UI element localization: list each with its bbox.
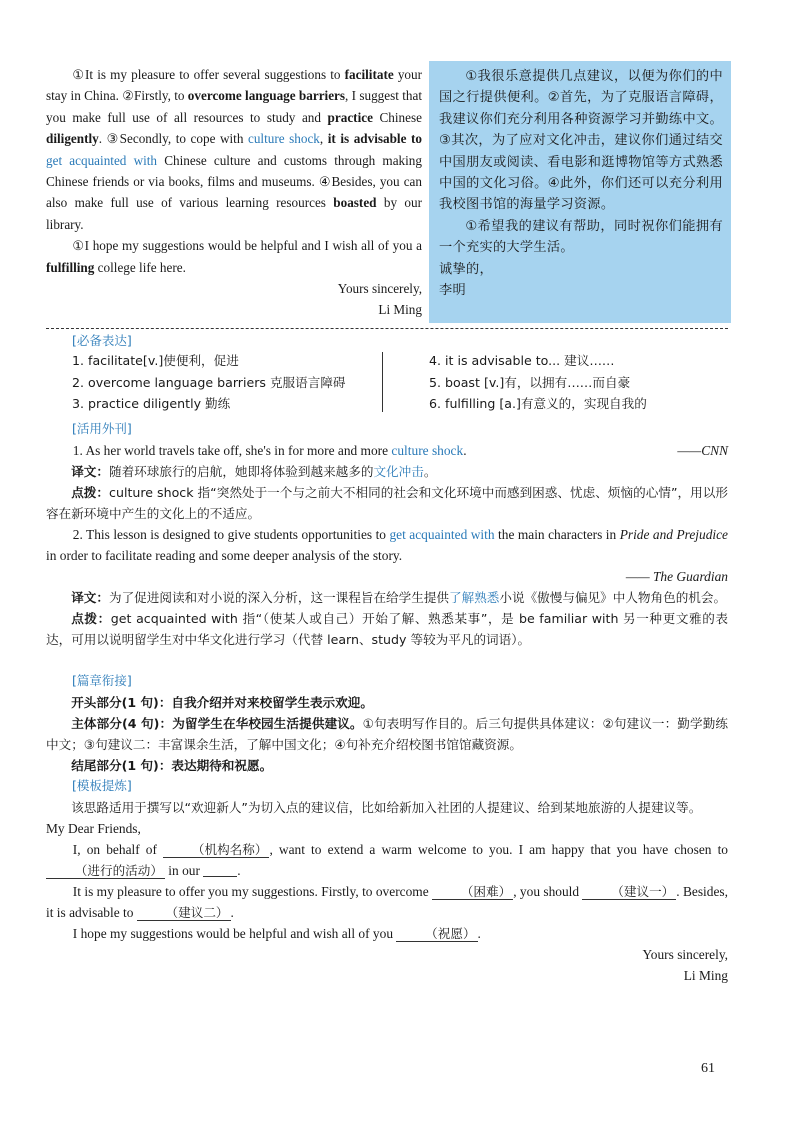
blank-activity: （进行的活动） [46, 863, 165, 879]
expressions-left [72, 350, 346, 415]
section-divider [46, 328, 728, 329]
example-1-note: 点拨：culture shock 指“突然处于一个与之前大不相同的社会和文化环境中而感到困惑、忧虑、烦恼的心情”，用以形容在新环境中产生的文化上的不适应。 [46, 485, 728, 521]
expression-item: 6. fulfilling [a.]有意义的，实现自我的 [429, 396, 647, 411]
blank-suggestion-2: （建议二） [137, 905, 231, 921]
expressions-right [429, 350, 647, 415]
letter-cn-closing: 诚挚的， [439, 261, 493, 277]
template-paragraph-3: I hope my suggestions would be helpful and wish all of you （祝愿） . [72, 926, 481, 941]
heading-usage: [活用外刊] [72, 421, 132, 436]
page-number: 61 [701, 1061, 715, 1076]
structure-opening: 开头部分(1 句)：自我介绍并对来校留学生表示欢迎。 [71, 695, 373, 710]
template-name: Li Ming [683, 968, 728, 983]
blank-difficulty: （困难） [432, 884, 513, 900]
letter-en-paragraph-2: ①I hope my suggestions would be helpful and I wish all of you a fulfilling college life here. [46, 238, 422, 275]
letter-cn-name: 李明 [439, 283, 466, 299]
structure-ending: 结尾部分(1 句)：表达期待和祝愿。 [71, 758, 273, 773]
structure-body: 主体部分(4 句)：为留学生在华校园生活提供建议。①句表明写作目的。后三句提供具体建议：②句建议一：勤学勤练中文；③句建议二：丰富课余生活，了解中国文化；④句补充介绍校图书馆馆藏资源。 [46, 716, 728, 752]
expression-item: 4. it is advisable to... 建议…… [429, 353, 615, 368]
expression-item: 5. boast [v.]有，以拥有……而自豪 [429, 374, 631, 390]
structure-outline [46, 692, 728, 776]
heading-template: [模板提炼] [72, 778, 132, 793]
example-1-source: ——CNN [677, 443, 728, 458]
letter-cn-paragraph-1: ①我很乐意提供几点建议，以便为你们的中国之行提供便利。②首先，为了克服语言障碍，我建议你们充分利用各种资源学习并勤练中文。③其次，为了应对文化冲击，建议你们通过结交中国朋友或阅读、看电影和逛博物馆等方式熟悉中国的文化习俗。④此外，你们还可以充分利用我校图书馆的海量学习资源。 [439, 69, 723, 213]
column-divider [382, 352, 383, 412]
letter-en-name: Li Ming [378, 302, 422, 318]
expression-item: 1. facilitate[v.]使便利，促进 [72, 353, 239, 368]
highlight-get-acquainted: get acquainted with [46, 152, 158, 168]
template-intro: 该思路适用于撰写以“欢迎新人”为切入点的建议信，比如给新加入社团的人提建议、给到某地旅游的人提建议等。 [71, 800, 702, 815]
expression-item: 3. practice diligently 勤练 [72, 396, 231, 411]
template-letter [46, 797, 728, 986]
letter-en-paragraph-1: ①It is my pleasure to offer several suggestions to facilitate your stay in China. ②Firstly, to overcome language barriers, I suggest that you make full use of all resources to study and practice Chinese diligently. ③Secondly, to cope with culture shock, it is advisable to get acquainted with Chinese culture and customs through making Chinese friends or via books, films and museums. ④Besides, you can also make full use of various learning resources boasted by our library. [46, 67, 422, 232]
highlight-culture-shock: culture shock [247, 131, 320, 147]
letter-cn-paragraph-2: ①希望我的建议有帮助，同时祝你们能拥有一个充实的大学生活。 [439, 218, 723, 256]
expressions-list [72, 350, 728, 416]
blank-wishes: （祝愿） [396, 926, 477, 942]
template-closing: Yours sincerely, [642, 947, 728, 962]
example-1-sentence: 1. As her world travels take off, she's in for more and more culture shock. ——CNN [46, 440, 728, 461]
template-paragraph-1: I, on behalf of （机构名称） , want to extend a warm welcome to you. I am happy that you have chosen to （进行的活动） in our . [46, 839, 728, 881]
example-2-source: —— The Guardian [625, 569, 728, 584]
example-2-sentence: 2. This lesson is designed to give students opportunities to get acquainted with the main characters in Pride and Prejudice in order to facilitate reading and some deeper analysis of the story. [46, 527, 728, 563]
example-2-translation: 译文：为了促进阅读和对小说的深入分析，这一课程旨在给学生提供了解熟悉小说《傲慢与偏见》中人物角色的机会。 [71, 590, 727, 605]
heading-structure: [篇章衔接] [72, 673, 132, 688]
letter-english [46, 64, 422, 321]
example-1-translation: 译文：随着环球旅行的启航，她即将体验到越来越多的文化冲击。 [71, 464, 437, 479]
heading-expressions: [必备表达] [72, 333, 132, 348]
blank-empty [203, 863, 237, 877]
letter-chinese-box [429, 61, 731, 323]
expression-item: 2. overcome language barriers 克服语言障碍 [72, 374, 346, 390]
template-greeting: My Dear Friends, [46, 821, 141, 836]
example-2-note: 点拨：get acquainted with 指“（使某人或自己）开始了解、熟悉某事”，是 be familiar with 另一种更文雅的表达，可用以说明留学生对中华文化进行学习（代替 learn、study 等较为平凡的词语）。 [46, 611, 729, 647]
template-paragraph-2: It is my pleasure to offer you my suggestions. Firstly, to overcome （困难） , you should （建议一） . Besides, it is advisable to （建议二） . [46, 884, 728, 920]
blank-suggestion-1: （建议一） [582, 884, 676, 900]
usage-examples [46, 440, 728, 650]
blank-organization: （机构名称） [163, 842, 269, 858]
letter-en-closing: Yours sincerely, [337, 281, 422, 297]
letter-block [46, 64, 728, 326]
